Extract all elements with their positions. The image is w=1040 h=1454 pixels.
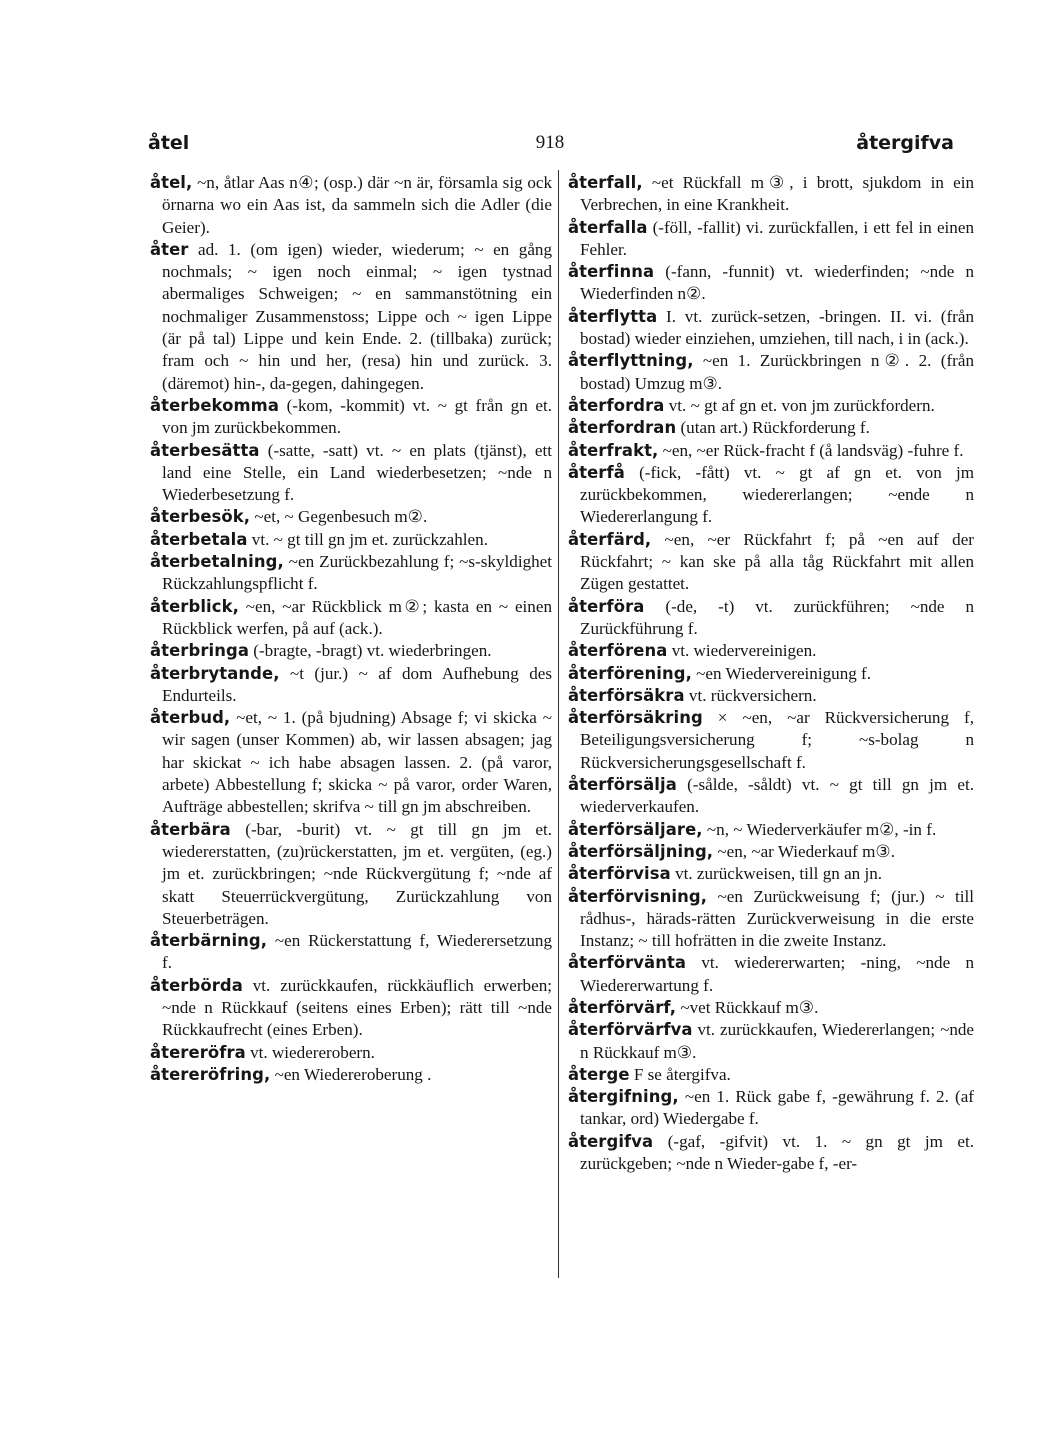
entry-definition: ~en 1. Zurückbringen n②. 2. (från bostad) Umzug m③. [580, 351, 974, 393]
dictionary-entry [150, 506, 552, 528]
entry-definition: ~en Rückerstattung f, Wiederersetzung f. [162, 931, 552, 973]
entry-definition: ~n, åtlar Aas n④; (osp.) där ~n är, församla sig ock örnarna wo ein Aas ist, da sammeln sich die Adler (die Geier). [162, 173, 552, 237]
entry-headword: återförening, [568, 663, 692, 683]
entry-definition: (-föll, -fallit) vi. zurückfallen, i ett fel in einen Fehler. [580, 217, 974, 259]
entry-headword: återflyttning, [568, 351, 694, 371]
entry-headword: återförsäkra [568, 685, 685, 705]
dictionary-entry [568, 462, 974, 529]
dictionary-entry [568, 663, 974, 685]
entry-definition: ad. 1. (om igen) wieder, wiederum; ~ en gång nochmals; ~ igen noch einmal; ~ igen tystnad abermaliges Schweigen; ~ en sammanstötning ein nochmaliger Zusammenstoss; Lippe och ~ igen Lippe (är på tal) Lippe und kein Ende. 2. (tillbaka) zurück; fram och ~ hin und her, (resa) hin und zurück. 3. (däremot) hin-, da-gegen, dahingegen. [162, 239, 552, 393]
entry-definition: vt. zurückkaufen, rückkäuflich erwerben; ~nde n Rückkauf (seitens eines Erben); rätt till ~nde Rückkaufrecht (eines Erben). [162, 975, 552, 1040]
entry-definition: vt. wiedervereinigen. [667, 641, 817, 661]
dictionary-entry [568, 350, 974, 395]
dictionary-entry [568, 596, 974, 641]
dictionary-entry [568, 774, 974, 819]
entry-definition: ~n, ~ Wiederverkäufer m②, -in f. [702, 819, 937, 839]
entry-headword: återförsälja [568, 775, 677, 795]
entry-definition: (-fann, -funnit) vt. wiederfinden; ~nde n Wiederfinden n②. [580, 262, 974, 304]
entry-definition: ~et, ~ 1. (på bjudning) Absage f; vi skicka ~ wir sagen (unser Kommen) ab, wir lassen absagen; jag har skickat ~ ich habe absagen lassen. 2. (på varor, arbete) Abbestellung f; skicka ~ på varor, order Waren, Aufträge abbestellen; skrifva ~ till gn jm abschreiben. [162, 708, 552, 817]
entry-definition: ~en, ~er Rück-fracht f (å landsväg) -fuhre f. [658, 440, 964, 460]
entry-definition: (-bragte, -bragt) vt. wiederbringen. [249, 641, 492, 661]
entry-headword: åter [150, 239, 189, 259]
left-guide-word: åtel [148, 132, 190, 154]
entry-headword: återfinna [568, 262, 655, 282]
dictionary-entry [150, 551, 552, 596]
page-number: 918 [535, 132, 565, 153]
entry-headword: återbringa [150, 641, 249, 661]
entry-definition: ~en, ~er Rückfahrt f; på ~en auf der Rückfahrt; ~ kan ske på alla tåg Rückfahrt mit allen Zügen gestattet. [580, 529, 974, 594]
dictionary-entry [150, 172, 552, 239]
entry-definition: (-kom, -kommit) vt. ~ gt från gn et. von jm zurückbekommen. [162, 395, 552, 438]
dictionary-entry [150, 707, 552, 818]
entry-definition: I. vt. zurück-setzen, -bringen. II. vi. (från bostad) wieder einziehen, umziehen, till nach, i in (ack.). [580, 306, 974, 349]
entry-definition: ~t (jur.) ~ af dom Aufhebung des Endurteils. [162, 663, 552, 705]
entry-headword: återförvärf, [568, 997, 677, 1017]
right-column [568, 172, 974, 1175]
dictionary-entry [150, 239, 552, 395]
entry-headword: återfalla [568, 217, 648, 237]
dictionary-entry [568, 685, 974, 707]
dictionary-entry [150, 640, 552, 662]
entry-headword: återblick, [150, 596, 239, 616]
entry-definition: vt. ~ gt af gn et. von jm zurückfordern. [664, 395, 935, 415]
entry-definition: vt. zurückkaufen, Wiedererlangen; ~nde n Rückkauf m③. [580, 1020, 974, 1062]
entry-headword: återbetalning, [150, 552, 284, 572]
entry-definition: F se återgifva. [629, 1064, 731, 1084]
right-guide-word: återgifva [856, 132, 954, 154]
entry-headword: återförvisa [568, 864, 671, 884]
dictionary-entry [150, 596, 552, 641]
dictionary-entry [150, 819, 552, 930]
entry-headword: återförsäkring [568, 708, 703, 728]
entry-headword: återfrakt, [568, 440, 659, 460]
dictionary-entry [150, 975, 552, 1042]
dictionary-entry [568, 529, 974, 596]
dictionary-entry [150, 1042, 552, 1064]
entry-definition: (-sålde, -såldt) vt. ~ gt till gn jm et. wiederverkaufen. [580, 775, 974, 817]
entry-headword: åtel, [150, 173, 193, 192]
entry-definition: vt. wiedererwarten; -ning, ~nde n Wiedererwartung f. [580, 953, 974, 995]
dictionary-entry [568, 819, 974, 841]
entry-headword: återförvisning, [568, 886, 708, 906]
entry-headword: återfall, [568, 173, 643, 192]
entry-definition: ~en 1. Rück gabe f, -gewährung f. 2. (af tankar, ord) Wiedergabe f. [580, 1087, 974, 1129]
entry-definition: vt. zurückweisen, till gn an jn. [670, 864, 883, 884]
dictionary-entry [150, 663, 552, 708]
dictionary-entry [568, 997, 974, 1019]
entry-headword: återbud, [150, 708, 231, 728]
dictionary-entry [568, 863, 974, 885]
entry-definition: × ~en, ~ar Rückversicherung f, Beteiligungsversicherung f; ~s-bolag n Rückversicherungsgesellschaft f. [580, 708, 974, 772]
entry-definition: (-de, -t) vt. zurückführen; ~nde n Zurückführung f. [580, 596, 974, 638]
dictionary-entry [568, 172, 974, 217]
dictionary-entry [568, 1019, 974, 1064]
entry-definition: ~en Wiedervereinigung f. [691, 663, 872, 683]
entry-definition: ~vet Rückkauf m③. [676, 997, 819, 1017]
entry-headword: återbärning, [150, 931, 268, 951]
entry-headword: återbesök, [150, 507, 251, 527]
entry-headword: återförsäljning, [568, 841, 714, 861]
entry-headword: återfärd, [568, 529, 652, 549]
dictionary-entry [568, 841, 974, 863]
entry-headword: återge [568, 1064, 630, 1084]
entry-definition: ~en Wiedereroberung . [270, 1064, 432, 1084]
dictionary-entry [568, 1064, 974, 1086]
dictionary-entry [568, 440, 974, 462]
entry-definition: (-fick, -fått) vt. ~ gt af gn et. von jm zurückbekommen, wiedererlangen; ~ende n Wiedererlangung f. [580, 462, 974, 527]
entry-headword: återfordran [568, 418, 677, 438]
dictionary-entry [150, 440, 552, 507]
dictionary-entry [150, 529, 552, 551]
entry-definition: vt. ~ gt till gn jm et. zurückzahlen. [247, 529, 488, 549]
dictionary-entry [568, 1131, 974, 1176]
dictionary-entry [568, 886, 974, 953]
entry-definition: vt. wiedererobern. [245, 1042, 375, 1062]
dictionary-entry [568, 417, 974, 439]
dictionary-entry [568, 217, 974, 262]
entry-definition: (-bar, -burit) vt. ~ gt till gn jm et. wiedererstatten, (zu)rückerstatten, jm et. vergüten, (eg.) jm et. zurückbringen; ~nde Rückvergütung f; ~nde af skatt Steuerrückvergütung, Zurückzahlung von Steuerbeträgen. [162, 819, 552, 928]
dictionary-entry [150, 395, 552, 440]
entry-headword: återeröfring, [150, 1064, 271, 1084]
entry-headword: återgifva [568, 1131, 654, 1151]
entry-definition: ~et Rückfall m③, i brott, sjukdom in ein Verbrechen, in eine Krankheit. [580, 173, 974, 215]
left-column [150, 172, 552, 1086]
entry-definition: vt. rückversichern. [684, 685, 817, 705]
entry-headword: återbrytande, [150, 663, 280, 683]
entry-headword: återbära [150, 819, 231, 839]
entry-headword: återförsäljare, [568, 819, 703, 839]
dictionary-entry [568, 1086, 974, 1131]
entry-definition: ~en, ~ar Rückblick m②; kasta en ~ einen Rückblick werfen, på auf (ack.). [162, 596, 552, 638]
entry-definition: (-gaf, -gifvit) vt. 1. ~ gn gt jm et. zurückgeben; ~nde n Wieder-gabe f, -er- [580, 1131, 974, 1174]
entry-headword: återbörda [150, 975, 243, 995]
dictionary-entry [568, 261, 974, 306]
entry-headword: återflytta [568, 306, 658, 326]
entry-definition: ~en Zurückweisung f; (jur.) ~ till rådhus-, härads-rätten Zurückverweisung in die erste Instanz; ~ till hofrätten in die zweite Instanz. [580, 886, 974, 951]
entry-headword: återförvärfva [568, 1020, 693, 1040]
dictionary-entry [150, 930, 552, 975]
entry-headword: återfordra [568, 395, 665, 415]
entry-definition: ~en Zurückbezahlung f; ~s-skyldighet Rückzahlungspflicht f. [162, 552, 552, 594]
entry-headword: återeröfra [150, 1042, 246, 1062]
entry-headword: återförvänta [568, 953, 687, 973]
entry-definition: ~en, ~ar Wiederkauf m③. [713, 841, 895, 861]
entry-headword: återbesätta [150, 440, 260, 460]
entry-headword: återförena [568, 641, 668, 661]
dictionary-entry [150, 1064, 552, 1086]
dictionary-entry [568, 306, 974, 351]
entry-headword: återföra [568, 596, 645, 616]
entry-headword: återfå [568, 462, 625, 482]
dictionary-entry [568, 952, 974, 997]
dictionary-entry [568, 640, 974, 662]
dictionary-entry [568, 395, 974, 417]
entry-headword: återbekomma [150, 395, 279, 415]
entry-definition: (utan art.) Rückforderung f. [676, 418, 870, 438]
entry-definition: ~et, ~ Gegenbesuch m②. [250, 507, 428, 527]
entry-headword: återbetala [150, 529, 248, 549]
dictionary-entry [568, 707, 974, 774]
entry-definition: (-satte, -satt) vt. ~ en plats (tjänst), ett land eine Stelle, ein Land wiederbesetzen; ~nde n Wiederbesetzung f. [162, 440, 552, 505]
column-divider [558, 170, 559, 1278]
entry-headword: återgifning, [568, 1087, 679, 1107]
